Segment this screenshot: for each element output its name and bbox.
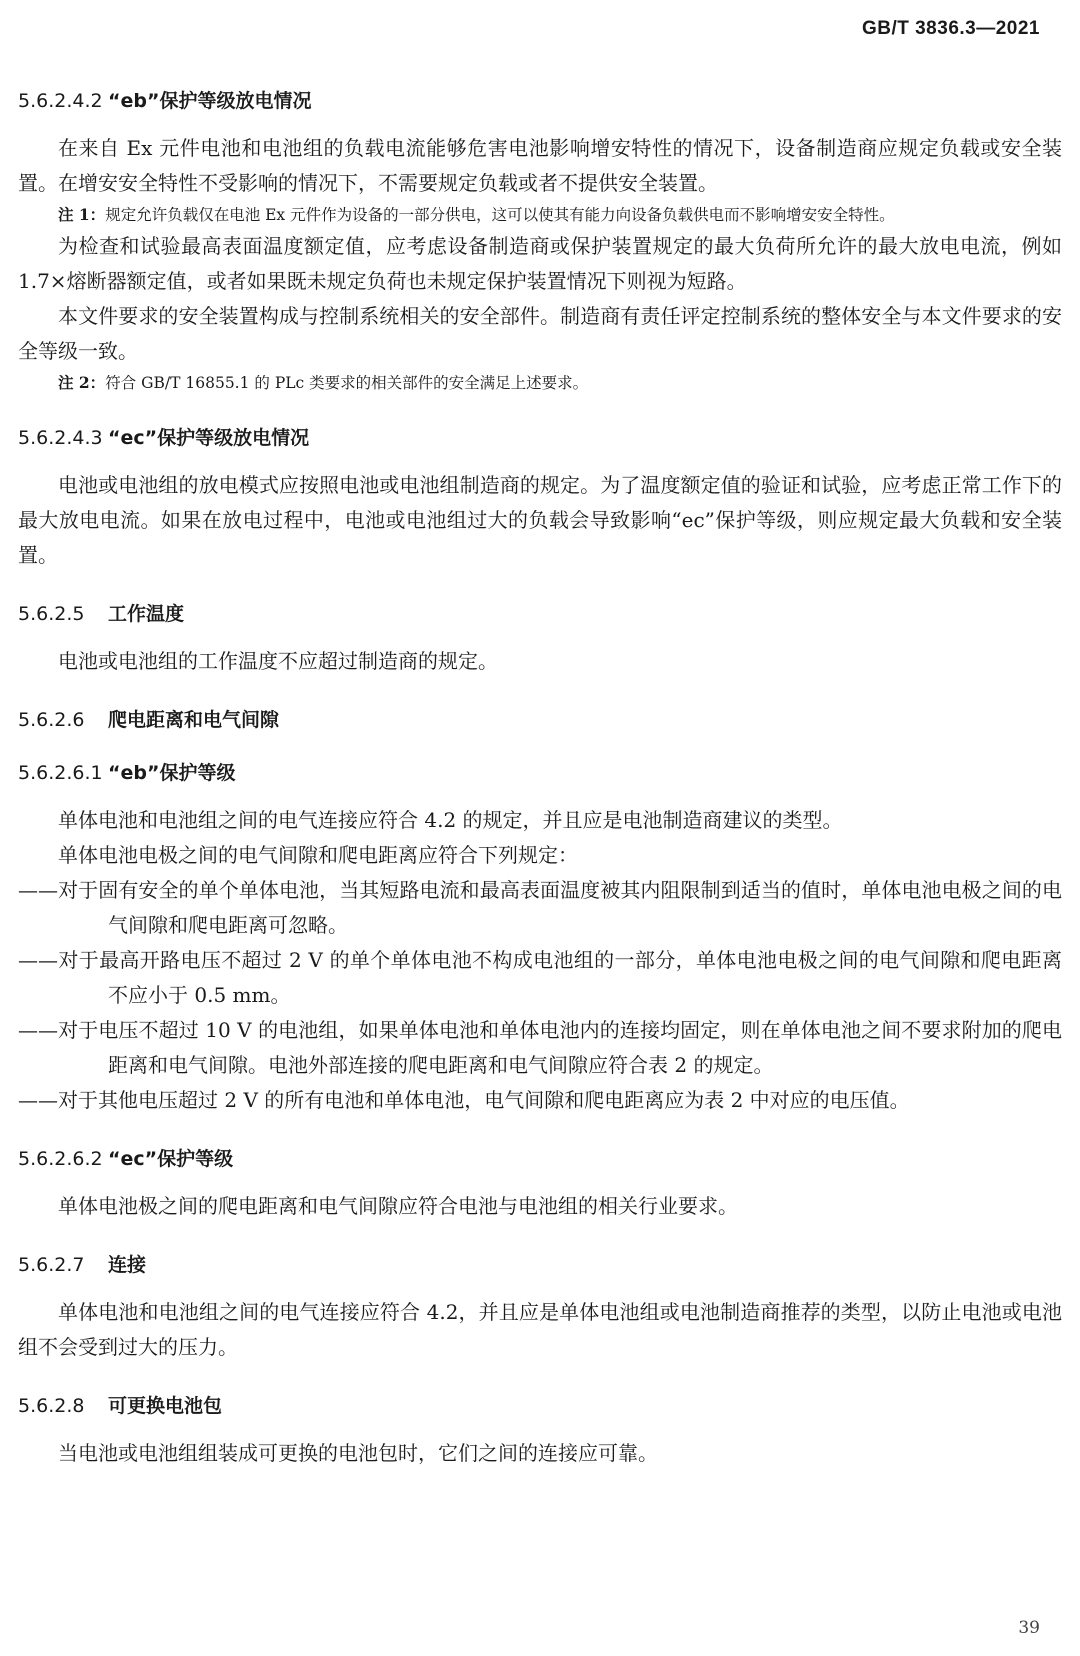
paragraph: 电池或电池组的放电模式应按照电池或电池组制造商的规定。为了温度额定值的验证和试验，应考虑正常工作下的最大放电电流。如果在放电过程中，电池或电池组过大的负载会导致影响“ec”保护等级，则应规定最大负载和安全装置。 [18,473,1062,567]
section-title: “ec”保护等级放电情况 [108,427,310,449]
paragraph: 在来自 Ex 元件电池和电池组的负载电流能够危害电池影响增安特性的情况下，设备制造商应规定负载或安全装置。在增安安全特性不受影响的情况下，不需要规定负载或者不提供安全装置。 [18,136,1062,195]
section-number: 5.6.2.6 [18,709,85,731]
section-number: 5.6.2.4.3 [18,427,103,449]
section-heading [18,758,1062,785]
section-number: 5.6.2.6.1 [18,762,103,784]
section-heading [18,86,1062,113]
note-label: 注 2： [58,373,106,392]
paragraph: 单体电池和电池组之间的电气连接应符合 4.2 的规定，并且应是电池制造商建议的类型。 [58,808,843,832]
paragraph: 本文件要求的安全装置构成与控制系统相关的安全部件。制造商有责任评定控制系统的整体安全与本文件要求的安全等级一致。 [18,304,1062,363]
list-item: ——对于电压不超过 10 V 的电池组，如果单体电池和单体电池内的连接均固定，则在单体电池之间不要求附加的爬电距离和电气间隙。电池外部连接的爬电距离和电气间隙应符合表 2 的规定。 [18,1018,1062,1077]
section-heading [18,599,1062,626]
section-number: 5.6.2.8 [18,1395,85,1417]
section-heading [18,1391,1062,1418]
paragraph: 单体电池极之间的爬电距离和电气间隙应符合电池与电池组的相关行业要求。 [58,1194,738,1218]
section-number: 5.6.2.7 [18,1254,85,1276]
note [18,201,1062,229]
paragraph: 单体电池和电池组之间的电气连接应符合 4.2，并且应是单体电池组或电池制造商推荐的类型，以防止电池或电池组不会受到过大的压力。 [18,1300,1062,1359]
section-title: “ec”保护等级 [108,1148,234,1170]
section-heading [18,423,1062,450]
section-title: 工作温度 [108,603,185,625]
page-number: 39 [1018,1618,1040,1638]
section-heading [18,705,1062,732]
standard-number: GB/T 3836.3—2021 [861,18,1040,39]
paragraph: 单体电池电极之间的电气间隙和爬电距离应符合下列规定： [58,843,578,867]
list-item: ——对于固有安全的单个单体电池，当其短路电流和最高表面温度被其内阻限制到适当的值时，单体电池电极之间的电气间隙和爬电距离可忽略。 [18,878,1062,937]
section-heading [18,1144,1062,1171]
paragraph: 电池或电池组的工作温度不应超过制造商的规定。 [58,649,498,673]
section-number: 5.6.2.6.2 [18,1148,103,1170]
note-label: 注 1： [58,205,106,224]
note-text: 符合 GB/T 16855.1 的 PLc 类要求的相关部件的安全满足上述要求。 [105,374,589,392]
section-title: 连接 [108,1254,147,1276]
section-number: 5.6.2.5 [18,603,85,625]
document-body [18,86,1062,1471]
section-title: 爬电距离和电气间隙 [108,709,280,731]
section-title: 可更换电池包 [108,1395,223,1417]
paragraph: 当电池或电池组组装成可更换的电池包时，它们之间的连接应可靠。 [58,1441,658,1465]
paragraph: 为检查和试验最高表面温度额定值，应考虑设备制造商或保护装置规定的最大负荷所允许的最大放电电流，例如 1.7×熔断器额定值，或者如果既未规定负荷也未规定保护装置情况下则视为短路。 [18,234,1062,293]
list-item: ——对于最高开路电压不超过 2 V 的单个单体电池不构成电池组的一部分，单体电池电极之间的电气间隙和爬电距离不应小于 0.5 mm。 [18,948,1062,1007]
section-heading [18,1250,1062,1277]
section-title: “eb”保护等级 [108,762,236,784]
note [18,369,1062,397]
section-title: “eb”保护等级放电情况 [108,90,312,112]
list-item: ——对于其他电压超过 2 V 的所有电池和单体电池，电气间隙和爬电距离应为表 2 中对应的电压值。 [18,1088,910,1112]
section-number: 5.6.2.4.2 [18,90,103,112]
note-text: 规定允许负载仅在电池 Ex 元件作为设备的一部分供电，这可以使其有能力向设备负载供电而不影响增安安全特性。 [105,206,895,224]
